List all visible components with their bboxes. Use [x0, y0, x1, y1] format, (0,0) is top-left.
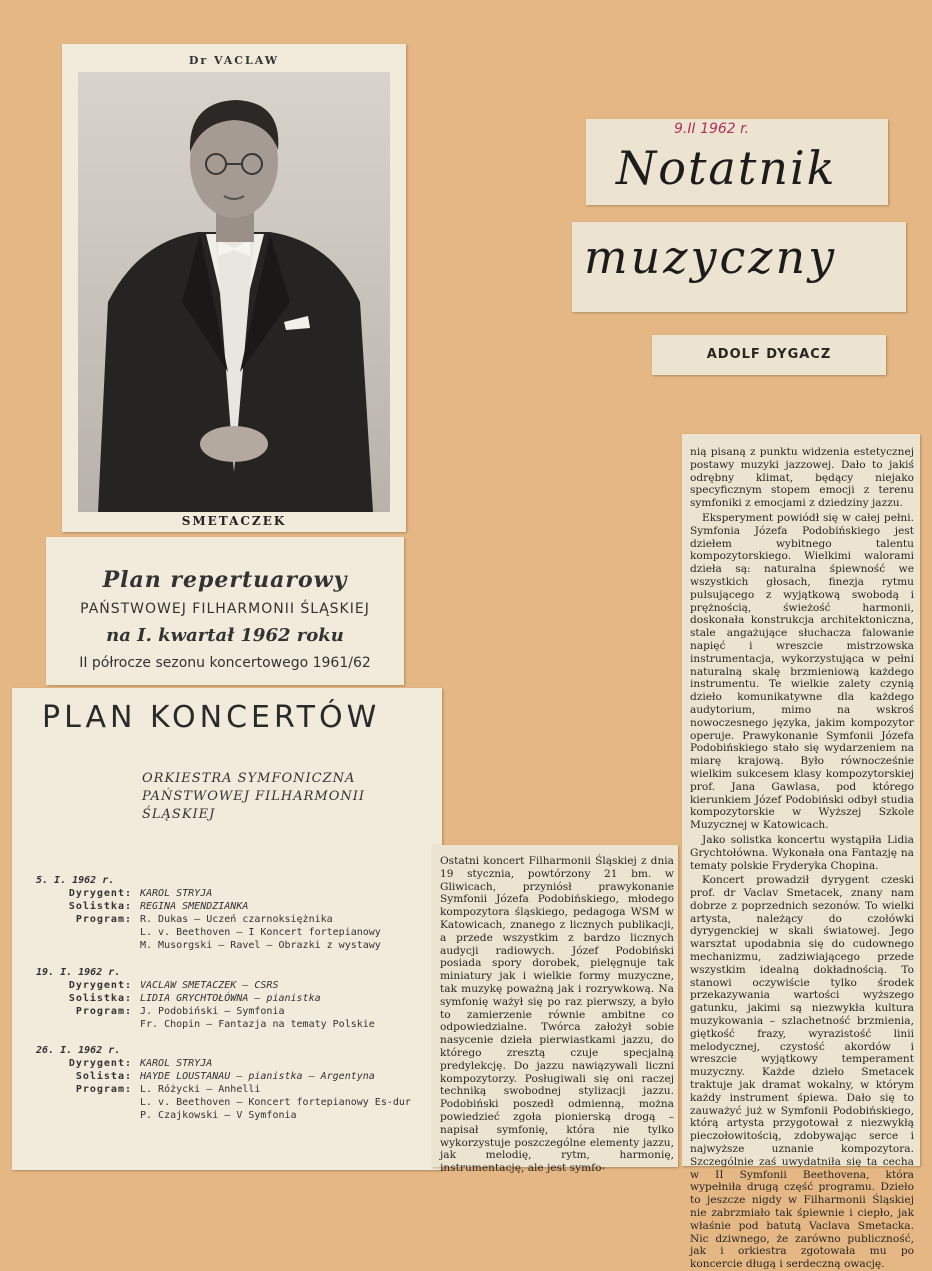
- program-item: P. Czajkowski – V Symfonia: [140, 1110, 297, 1121]
- author-clipping: [652, 335, 886, 375]
- title-line-2: muzyczny: [584, 230, 838, 284]
- handwritten-date-note: 9.II 1962 r.: [674, 121, 750, 137]
- program-label: Program:: [75, 914, 132, 925]
- program-item: M. Musorgski – Ravel – Obrazki z wystawy: [140, 940, 381, 951]
- soloist-label: Solistka:: [68, 901, 132, 912]
- article-paragraph: Jako solistka koncertu wystąpiła Lidia Grychtołówna. Wykonała ona Fantazję na tematy polskie Fryderyka Chopina.: [690, 833, 914, 872]
- conductor-name: KAROL STRYJA: [140, 1058, 213, 1069]
- plan-koncertow-clipping: [12, 688, 442, 1170]
- plan-rep-season: II półrocze sezonu koncertowego 1961/62: [79, 655, 371, 671]
- conductor-portrait-image: [78, 72, 390, 512]
- title-line-1: Notatnik: [616, 141, 837, 195]
- plan-rep-institution: PAŃSTWOWEJ FILHARMONII ŚLĄSKIEJ: [80, 601, 370, 617]
- program-label: Program:: [75, 1084, 132, 1095]
- conductor-label: Dyrygent:: [68, 1058, 132, 1069]
- program-item: R. Dukas – Uczeń czarnoksiężnika: [140, 914, 333, 925]
- orchestra-line-1: ORKIESTRA SYMFONICZNA: [142, 771, 356, 786]
- plan-repertuarowy-clipping: [46, 537, 404, 685]
- orchestra-line-3: ŚLĄSKIEJ: [142, 807, 216, 822]
- portrait-clipping: [62, 44, 406, 532]
- orchestra-line-2: PAŃSTWOWEJ FILHARMONII: [142, 789, 366, 804]
- author-name: ADOLF DYGACZ: [706, 347, 832, 362]
- article-paragraph: Koncert prowadził dyrygent czeski prof. dr Vaclav Smetacek, znany nam dobrze z poprzednich sezonów. To wielki artysta, należący do czołówki dyrygenckiej w skali światowej. Jego warsztat upodabnia się do cudownego mechanizmu, zadziwiającego przede wszystkim idealną dokładnością. To stanowi oczywiście tylko środek przekazywania wartości wyższego gatunku, jakimi są niezwykła kultura muzykowania – szlachetność brzmienia, giętkość frazy, wyrazistość linii melodycznej, czystość akordów i wreszcie wyjątkowy temperament muzyczny. Każde dzieło Smetacek traktuje jak dramat wokalny, w którym każdy instrument śpiewa. Dało się to zauważyć już w Symfonii Podobińskiego, którą artysta przygotował z niezwykłą pieczołowitością, zdobywając serce i najwyższe uznanie kompozytora. Szczególnie zaś uwydatniła się ta cecha w II Symfonii Beethovena, która wypełniła drugą część programu. Dzieło to jeszcze nigdy w Filharmonii Śląskiej nie zabrzmiało tak śpiewnie i ciepło, jak właśnie pod batutą Vaclava Smetacka. Nic dziwnego, że zarówno publiczność, jak i orkiestra zgotowała mu po koncercie długą i serdeczną owację.: [690, 874, 914, 1271]
- concert-date: 5. I. 1962 r.: [36, 875, 115, 886]
- conductor-label: Dyrygent:: [68, 980, 132, 991]
- orchestra-name: [142, 770, 365, 824]
- concert-date: 26. I. 1962 r.: [36, 1045, 121, 1056]
- plan-rep-title: Plan repertuarowy: [102, 567, 348, 593]
- portrait-caption-bottom: SMETACZEK: [181, 514, 287, 528]
- soloist-label: Solista:: [75, 1071, 132, 1082]
- program-label: Program:: [75, 1006, 132, 1017]
- soloist-name: LIDIA GRYCHTOŁÓWNA – pianistka: [140, 993, 321, 1004]
- plan-koncertow-title: PLAN KONCERTÓW: [42, 700, 381, 735]
- article-paragraph: Eksperyment powiódł się w całej pełni. Symfonia Józefa Podobińskiego jest dziełem wybitnego talentu kompozytorskiego. Wielkimi walorami dzieła są: naturalna śpiewność we wszystkich głosach, finezja rytmu pulsującego z wyjątkową swobodą i prężnością, świeżość harmonii, doskonała konstrukcja architektoniczna, stale angażujące słuchacza falowanie napięć i wreszcie mistrzowska instrumentacja, wykorzystująca w pełni naturalną skalę brzmieniową każdego instrumentu. Te wielkie zalety czynią dzieło komunikatywne dla każdego audytorium, mimo na wskroś nowoczesnego języka, jakim kompozytor operuje. Prawykonanie Symfonii Józefa Podobińskiego stało się wydarzeniem na miarę krajową. Było równocześnie wielkim sukcesem klasy kompozytorskiej prof. Jana Gawlasa, pod którego kierunkiem Józef Podobiński odbył studia kompozytorskie w Wyższej Szkole Muzycznej w Katowicach.: [690, 511, 914, 832]
- program-item: L. Różycki – Anhelli: [140, 1084, 261, 1095]
- plan-rep-period: na I. kwartał 1962 roku: [106, 625, 344, 646]
- conductor-label: Dyrygent:: [68, 888, 132, 899]
- article-paragraph: nią pisaną z punktu widzenia estetycznej postawy muzyki jazzowej. Dało to jakiś odrębny klimat, będący niejako specyficznym stopem emocji z terenu symfoniki z emocjami z dziedziny jazzu.: [690, 446, 914, 510]
- program-item: Fr. Chopin – Fantazja na tematy Polskie: [140, 1019, 375, 1030]
- concert-entry: [36, 874, 381, 952]
- article-column-right: [682, 434, 920, 1271]
- concert-date: 19. I. 1962 r.: [36, 967, 121, 978]
- conductor-name: KAROL STRYJA: [140, 888, 213, 899]
- concert-entry: [36, 966, 375, 1031]
- soloist-label: Solistka:: [68, 993, 132, 1004]
- portrait-caption-top: Dr VACLAW: [188, 54, 280, 67]
- conductor-photo: [78, 72, 390, 512]
- soloist-name: REGINA SMENDZIANKA: [140, 901, 249, 912]
- article-column-middle: [432, 845, 678, 1175]
- article-paragraph: Ostatni koncert Filharmonii Śląskiej z dnia 19 stycznia, powtórzony 21 bm. w Gliwicach, przyniósł prawykonanie Symfonii Józefa Podobińskiego, młodego kompozytora śląskiego, pedagoga WSM w Katowicach, znanego z licznych publikacji, a przede wszystkim z bardzo licznych audycji radiowych. Józef Podobiński posiada spory dorobek, pielęgnuje tak miniatury jak i wielkie formy muzyczne, tak muzykę poważną jak i rozrywkową. Na symfonię ważył się po raz pierwszy, a było to zamierzenie równie ambitne co odpowiedzialne. Twórca założył sobie nasycenie dzieła pierwiastkami jazzu, do którego zresztą czuje specjalną predylekcję. Do jazzu nawiązywali liczni kompozytorzy. Posługiwali się oni raczej techniką swobodnej stylizacji jazzu. Podobiński poszedł odmienną, można powiedzieć zgoła pionierską drogą – napisał symfonię, która nie tylko wykorzystuje poszczególne elementy jazzu, jak melodię, rytm, harmonię, instrumentację, ale jest symfo-: [440, 855, 674, 1175]
- program-item: L. v. Beethoven – I Koncert fortepianowy: [140, 927, 381, 938]
- soloist-name: HAYDE LOUSTANAU – pianistka – Argentyna: [140, 1071, 375, 1082]
- program-item: L. v. Beethoven – Koncert fortepianowy Es-dur: [140, 1097, 411, 1108]
- title-clipping-notatnik: [586, 119, 888, 205]
- title-clipping-muzyczny: [572, 222, 906, 312]
- concert-entry: [36, 1044, 411, 1122]
- program-item: J. Podobiński – Symfonia: [140, 1006, 285, 1017]
- conductor-name: VACLAW SMETACZEK – CSRS: [140, 980, 279, 991]
